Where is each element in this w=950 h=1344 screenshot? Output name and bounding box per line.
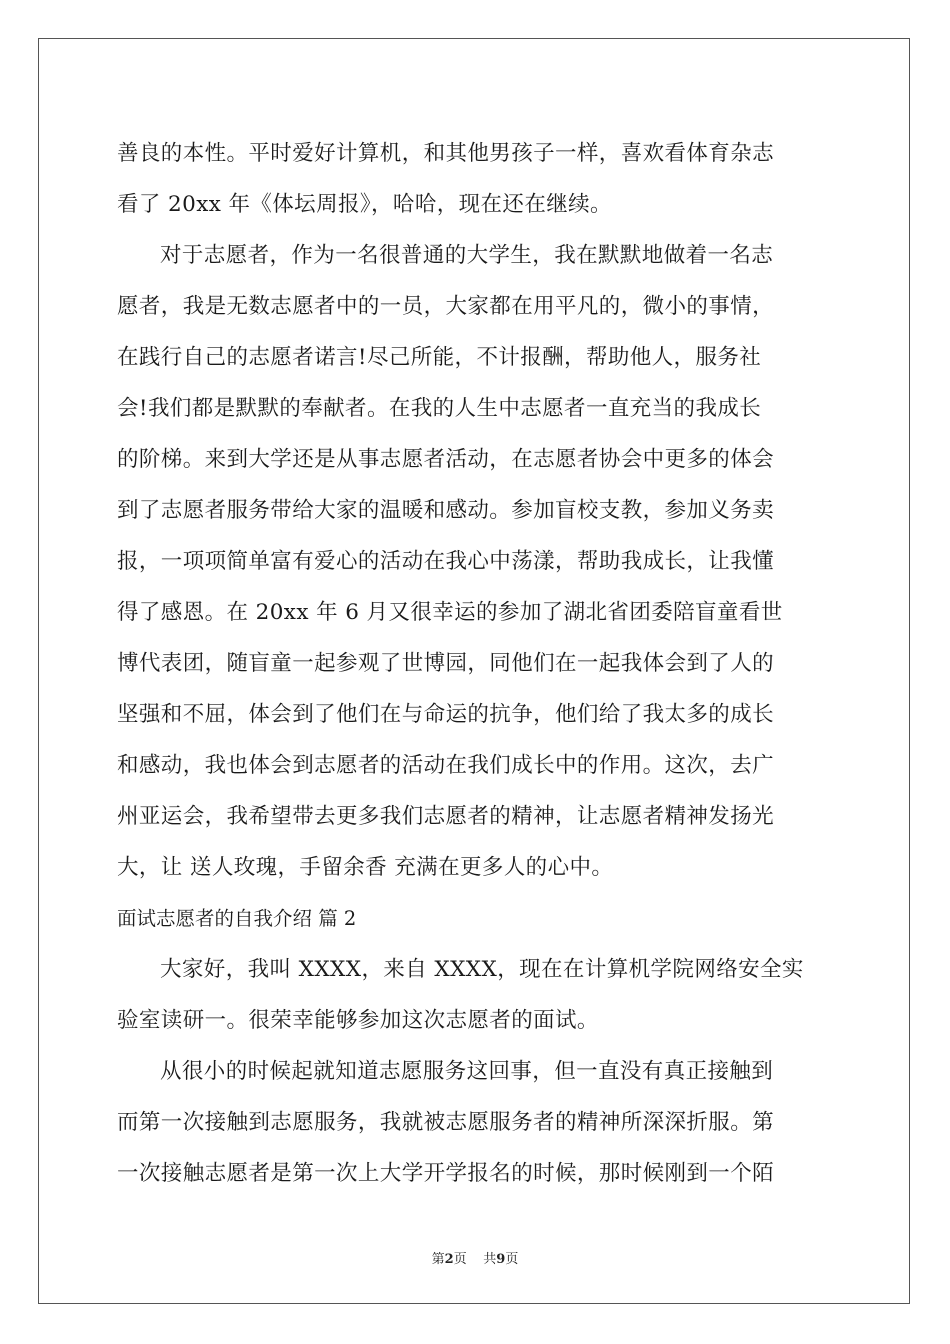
text-line: 看了 20xx 年《体坛周报》，哈哈，现在还在继续。 [117,192,612,217]
text-line: 大家好，我叫 XXXX，来自 XXXX，现在在计算机学院网络安全实 [160,957,804,982]
text-line: 验室读研一。很荣幸能够参加这次志愿者的面试。 [117,1008,599,1033]
text-line: 和感动，我也体会到志愿者的活动在我们成长中的作用。这次，去广 [117,753,775,778]
total-unit: 页 [505,1252,519,1267]
text-line: 到了志愿者服务带给大家的温暖和感动。参加盲校支教，参加义务卖 [117,498,775,523]
text-line: 从很小的时候起就知道志愿服务这回事，但一直没有真正接触到 [160,1059,774,1084]
text-line: 对于志愿者，作为一名很普通的大学生，我在默默地做着一名志 [160,243,774,268]
text-line: 州亚运会，我希望带去更多我们志愿者的精神，让志愿者精神发扬光 [117,804,775,829]
document-body [117,128,833,1199]
text-line: 会!我们都是默默的奉献者。在我的人生中志愿者一直充当的我成长 [117,396,762,421]
text-line: 愿者，我是无数志愿者中的一员，大家都在用平凡的，微小的事情， [117,294,775,319]
text-line: 的阶梯。来到大学还是从事志愿者活动，在志愿者协会中更多的体会 [117,447,775,472]
text-line: 大，让 送人玫瑰，手留余香 充满在更多人的心中。 [117,855,614,880]
text-line: 在践行自己的志愿者诺言!尽己所能，不计报酬，帮助他人，服务社 [117,345,762,370]
text-line: 而第一次接触到志愿服务，我就被志愿服务者的精神所深深折服。第 [117,1110,775,1135]
text-line: 报，一项项简单富有爱心的活动在我心中荡漾，帮助我成长，让我懂 [117,549,775,574]
section-heading: 面试志愿者的自我介绍 篇 2 [117,907,357,930]
text-line: 善良的本性。平时爱好计算机，和其他男孩子一样，喜欢看体育杂志 [117,141,775,166]
page-unit: 页 [453,1252,467,1267]
text-line: 博代表团，随盲童一起参观了世博园，同他们在一起我体会到了人的 [117,651,775,676]
text-line: 得了感恩。在 20xx 年 6 月又很幸运的参加了湖北省团委陪盲童看世 [117,600,783,625]
total-prefix: 共 [483,1252,497,1267]
page-prefix: 第 [431,1252,445,1267]
current-page-number: 2 [444,1252,454,1267]
page-footer [0,1248,950,1267]
text-line: 一次接触志愿者是第一次上大学开学报名的时候，那时候刚到一个陌 [117,1161,775,1186]
total-page-number: 9 [496,1252,506,1267]
text-line: 坚强和不屈，体会到了他们在与命运的抗争，他们给了我太多的成长 [117,702,775,727]
